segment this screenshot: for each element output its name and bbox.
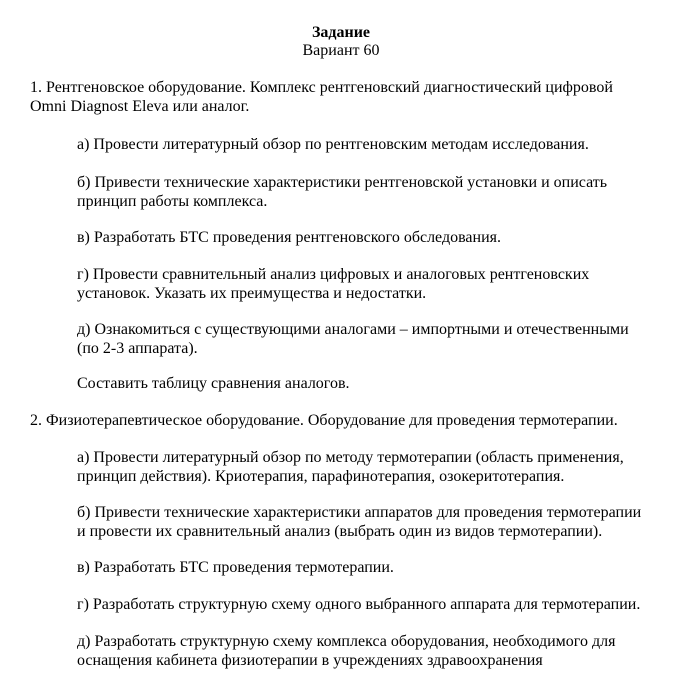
task-2b: б) Привести технические характеристики аппаратов для проведения термотерапии и провести их сравнительный анализ (выбрать один из видов термотерапии).	[77, 504, 642, 540]
task-1b: б) Привести технические характеристики рентгеновской установки и описать принцип работы комплекса.	[77, 174, 608, 210]
section-2-heading: 2. Физиотерапевтическое оборудование. Оборудование для проведения термотерапии.	[30, 412, 618, 429]
task-2c: в) Разработать БТС проведения термотерапии.	[77, 559, 394, 576]
document-title: Задание	[311, 24, 371, 41]
section-1-heading: 1. Рентгеновское оборудование. Комплекс рентгеновский диагностический цифровой Omni Diagnost Eleva или аналог.	[30, 79, 613, 115]
task-1d: г) Провести сравнительный анализ цифровых и аналоговых рентгеновских установок. Указать их преимущества и недостатки.	[77, 266, 590, 302]
task-1e: д) Ознакомиться с существующими аналогами – импортными и отечественными (по 2-3 аппарата).	[77, 321, 629, 357]
variant-label: Вариант 60	[302, 42, 380, 59]
task-1a: а) Провести литературный обзор по рентгеновским методам исследования.	[77, 136, 589, 153]
task-1-table: Составить таблицу сравнения аналогов.	[77, 375, 350, 392]
task-2e: д) Разработать структурную схему комплекса оборудования, необходимого для оснащения кабинета физиотерапии в учреждениях здравоохранения	[77, 633, 616, 669]
task-1c: в) Разработать БТС проведения рентгеновского обследования.	[77, 229, 502, 246]
task-2a: а) Провести литературный обзор по методу термотерапии (область применения, принцип действия). Криотерапия, парафинотерапия, озокеритотерапия.	[77, 449, 624, 485]
task-2d: г) Разработать структурную схему одного выбранного аппарата для термотерапии.	[77, 596, 641, 613]
